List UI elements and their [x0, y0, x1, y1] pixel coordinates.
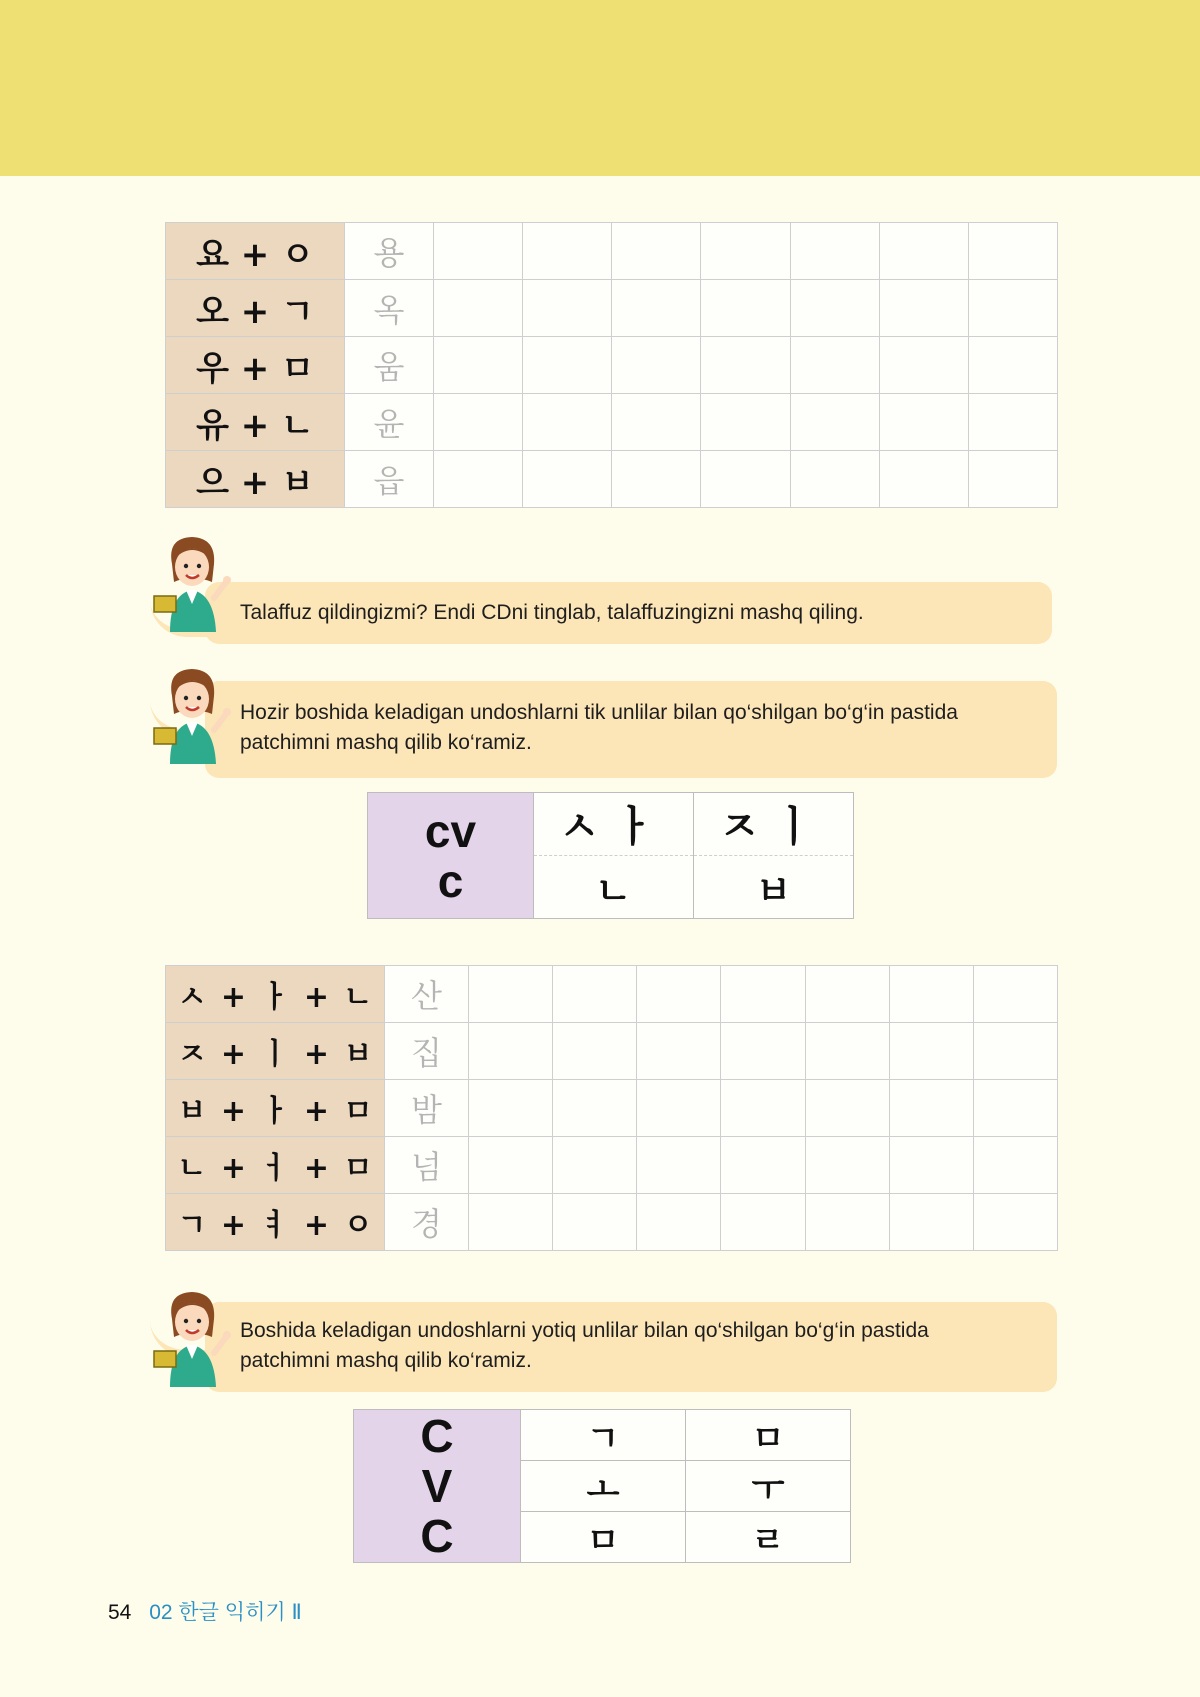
sample-syllable: 옥 — [345, 280, 434, 337]
teacher-illustration — [152, 1289, 242, 1389]
formula-cell: ㅅ + ㅏ + ㄴ — [166, 966, 385, 1023]
vowel-cell: ㅜ — [686, 1461, 851, 1512]
sample-syllable: 경 — [385, 1194, 469, 1251]
writing-cell[interactable] — [805, 1137, 889, 1194]
sample-syllable: 넘 — [385, 1137, 469, 1194]
writing-cell[interactable] — [879, 451, 968, 508]
batchim-cell: ㄹ — [686, 1512, 851, 1563]
writing-cell[interactable] — [889, 1023, 973, 1080]
formula-cell: 유 + ㄴ — [166, 394, 345, 451]
page-footer — [108, 1596, 302, 1626]
formula-cell: 요 + ㅇ — [166, 223, 345, 280]
formula-cell: ㅈ + ㅣ + ㅂ — [166, 1023, 385, 1080]
initial-consonant-cell: ㅁ — [686, 1410, 851, 1461]
table-row — [354, 1410, 851, 1461]
formula-cell: 오 + ㄱ — [166, 280, 345, 337]
batchim-cell: ㅁ — [521, 1512, 686, 1563]
writing-cell[interactable] — [553, 1023, 637, 1080]
writing-cell[interactable] — [790, 223, 879, 280]
label-c: C — [420, 1410, 454, 1462]
writing-cell[interactable] — [637, 1137, 721, 1194]
speech-bubble-2 — [205, 681, 1057, 778]
sample-syllable: 읍 — [345, 451, 434, 508]
writing-cell[interactable] — [721, 966, 805, 1023]
table-row — [368, 793, 854, 856]
syllable-top-cell — [694, 793, 854, 856]
teacher-illustration — [152, 534, 242, 634]
writing-cell[interactable] — [612, 223, 701, 280]
speech-bubble-1 — [205, 582, 1052, 644]
table-row — [166, 1137, 1058, 1194]
sample-syllable: 윤 — [345, 394, 434, 451]
writing-cell[interactable] — [469, 1080, 553, 1137]
writing-cell[interactable] — [805, 966, 889, 1023]
sample-syllable: 산 — [385, 966, 469, 1023]
writing-cell[interactable] — [469, 1137, 553, 1194]
table-row — [166, 394, 1058, 451]
writing-cell[interactable] — [637, 1194, 721, 1251]
page-number: 54 — [108, 1601, 132, 1624]
writing-cell[interactable] — [637, 1023, 721, 1080]
syllable-top-cell — [534, 793, 694, 856]
jamo-top: ㅈㅣ — [718, 802, 829, 851]
bubble-text: Talaffuz qildingizmi? Endi CDni tinglab, talaffuzingizni mashq qiling. — [240, 601, 864, 624]
writing-cell[interactable] — [889, 1080, 973, 1137]
writing-cell[interactable] — [701, 394, 790, 451]
writing-cell[interactable] — [973, 966, 1057, 1023]
writing-cell[interactable] — [973, 1137, 1057, 1194]
practice-grid-1 — [165, 222, 1058, 508]
writing-cell[interactable] — [721, 1137, 805, 1194]
writing-cell[interactable] — [721, 1194, 805, 1251]
writing-cell[interactable] — [434, 451, 523, 508]
formula-cell: ㅂ + ㅏ + ㅁ — [166, 1080, 385, 1137]
chapter-title: 02 한글 익히기 Ⅱ — [149, 1601, 302, 1624]
writing-cell[interactable] — [701, 451, 790, 508]
writing-cell[interactable] — [701, 280, 790, 337]
writing-cell[interactable] — [701, 223, 790, 280]
writing-cell[interactable] — [469, 1023, 553, 1080]
writing-cell[interactable] — [434, 223, 523, 280]
writing-cell[interactable] — [612, 337, 701, 394]
cvc-diagram-1 — [367, 792, 854, 919]
writing-cell[interactable] — [553, 1194, 637, 1251]
writing-cell[interactable] — [968, 451, 1057, 508]
writing-cell[interactable] — [889, 1137, 973, 1194]
cvc-diagram-2 — [353, 1409, 851, 1563]
writing-cell[interactable] — [790, 451, 879, 508]
writing-cell[interactable] — [879, 280, 968, 337]
writing-cell[interactable] — [973, 1080, 1057, 1137]
writing-cell[interactable] — [434, 280, 523, 337]
syllable-structure-label — [368, 793, 534, 919]
writing-cell[interactable] — [889, 1194, 973, 1251]
writing-cell[interactable] — [721, 1080, 805, 1137]
sample-syllable: 움 — [345, 337, 434, 394]
writing-cell[interactable] — [879, 394, 968, 451]
formula-cell: ㄴ + ㅓ + ㅁ — [166, 1137, 385, 1194]
table-row — [166, 1023, 1058, 1080]
writing-cell[interactable] — [553, 1137, 637, 1194]
writing-cell[interactable] — [968, 394, 1057, 451]
speech-bubble-3 — [205, 1302, 1057, 1392]
syllable-structure-label — [354, 1410, 521, 1563]
label-c: C — [420, 1510, 454, 1562]
formula-cell: 우 + ㅁ — [166, 337, 345, 394]
bubble-text-line: Boshida keladigan undoshlarni yotiq unlilar bilan qo‘shilgan bo‘g‘in pastida — [240, 1319, 929, 1342]
sample-syllable: 용 — [345, 223, 434, 280]
writing-cell[interactable] — [523, 223, 612, 280]
writing-cell[interactable] — [879, 337, 968, 394]
practice-grid-2 — [165, 965, 1058, 1251]
bubble-text-line: patchimni mashq qilib ko‘ramiz. — [240, 731, 532, 754]
writing-cell[interactable] — [469, 966, 553, 1023]
writing-cell[interactable] — [637, 1080, 721, 1137]
table-row — [166, 966, 1058, 1023]
sample-syllable: 밤 — [385, 1080, 469, 1137]
writing-cell[interactable] — [968, 280, 1057, 337]
writing-cell[interactable] — [790, 280, 879, 337]
vowel-cell: ㅗ — [521, 1461, 686, 1512]
writing-cell[interactable] — [973, 1194, 1057, 1251]
writing-cell[interactable] — [434, 394, 523, 451]
writing-cell[interactable] — [968, 337, 1057, 394]
writing-cell[interactable] — [721, 1023, 805, 1080]
bubble-text-line: patchimni mashq qilib ko‘ramiz. — [240, 1349, 532, 1372]
formula-cell: ㄱ + ㅕ + ㅇ — [166, 1194, 385, 1251]
writing-cell[interactable] — [889, 966, 973, 1023]
writing-cell[interactable] — [879, 223, 968, 280]
formula-cell: 으 + ㅂ — [166, 451, 345, 508]
top-banner — [0, 0, 1200, 176]
table-row — [166, 337, 1058, 394]
writing-cell[interactable] — [523, 280, 612, 337]
writing-cell[interactable] — [805, 1080, 889, 1137]
writing-cell[interactable] — [523, 394, 612, 451]
table-row — [166, 280, 1058, 337]
writing-cell[interactable] — [701, 337, 790, 394]
writing-cell[interactable] — [553, 1080, 637, 1137]
writing-cell[interactable] — [434, 337, 523, 394]
jamo-top: ㅅㅏ — [558, 802, 669, 851]
writing-cell[interactable] — [805, 1023, 889, 1080]
writing-cell[interactable] — [805, 1194, 889, 1251]
bubble-text-line: Hozir boshida keladigan undoshlarni tik unlilar bilan qo‘shilgan bo‘g‘in pastida — [240, 701, 958, 724]
writing-cell[interactable] — [973, 1023, 1057, 1080]
writing-cell[interactable] — [612, 394, 701, 451]
label-v: V — [421, 1460, 453, 1512]
writing-cell[interactable] — [523, 337, 612, 394]
batchim-cell: ㅂ — [694, 856, 854, 919]
initial-consonant-cell: ㄱ — [521, 1410, 686, 1461]
writing-cell[interactable] — [612, 451, 701, 508]
teacher-illustration — [152, 666, 242, 766]
table-row — [166, 223, 1058, 280]
label-c: c — [437, 854, 464, 907]
label-cv: cv — [424, 804, 477, 857]
writing-cell[interactable] — [469, 1194, 553, 1251]
writing-cell[interactable] — [790, 337, 879, 394]
sample-syllable: 집 — [385, 1023, 469, 1080]
table-row — [166, 451, 1058, 508]
writing-cell[interactable] — [637, 966, 721, 1023]
writing-cell[interactable] — [968, 223, 1057, 280]
writing-cell[interactable] — [523, 451, 612, 508]
table-row — [166, 1080, 1058, 1137]
writing-cell[interactable] — [553, 966, 637, 1023]
table-row — [166, 1194, 1058, 1251]
writing-cell[interactable] — [612, 280, 701, 337]
writing-cell[interactable] — [790, 394, 879, 451]
batchim-cell: ㄴ — [534, 856, 694, 919]
